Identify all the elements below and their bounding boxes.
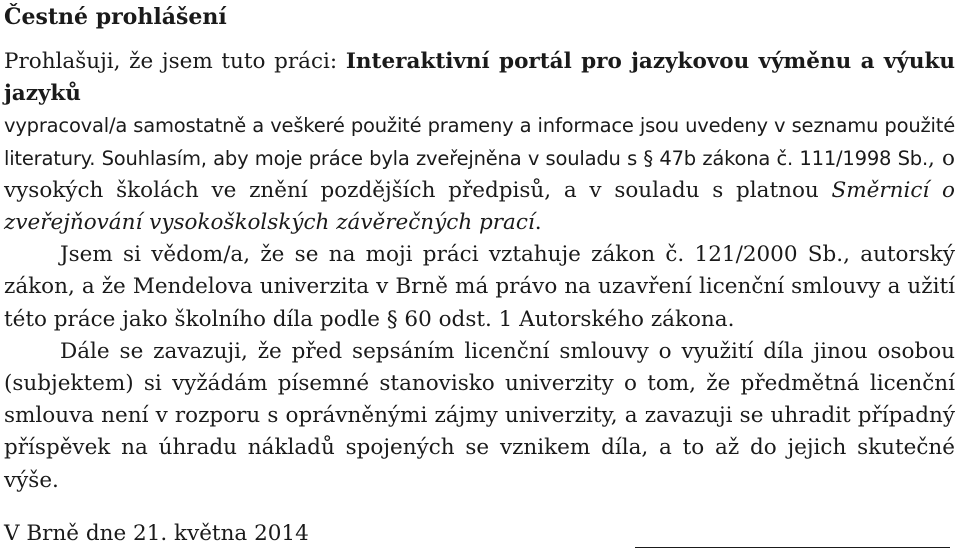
consent-paragraph <box>4 110 955 239</box>
intro-text: Prohlašuji, že jsem tuto práci: <box>4 49 338 74</box>
directive-name: Směrnicí o zveřejňování vysokoškolských závěrečných prací <box>4 177 955 236</box>
place-and-date: V Brně dne 21. května 2014 <box>4 521 309 546</box>
page-title: Čestné prohlášení <box>4 4 227 30</box>
consent-text-continued: , o vysokých školách ve znění pozdějších předpisů, a v souladu s platnou <box>4 145 955 203</box>
copyright-paragraph <box>4 239 955 336</box>
consent-text: vypracoval/a samostatně a veškeré použité prameny a informace jsou uvedeny v seznamu použité literatury. Souhlasím, aby moje práce byla zveřejněna v souladu s § 47b zákona č. 111/1998 Sb. <box>4 114 955 170</box>
signature-line <box>635 547 950 548</box>
license-paragraph <box>4 336 955 497</box>
signature-row <box>4 517 956 551</box>
thesis-title: Interaktivní portál pro jazykovou výměnu a výuku jazyků <box>4 49 955 107</box>
copyright-text-continued: , autorský zákon, a že Mendelova univerzita v Brně má právo na uzavření licenční smlouvy a užití této práce jako školního díla podle § 60 odst. 1 Autorského zákona. <box>4 242 955 332</box>
copyright-law-text: Jsem si vědom/a, že se na moji práci vztahuje zákon č. 121/2000 Sb. <box>60 242 844 268</box>
consent-text-end: . <box>534 210 542 236</box>
intro-paragraph <box>4 46 955 110</box>
license-text: Dále se zavazuji, že před sepsáním licenční smlouvy o využití díla jinou osobou (subjektem) si vyžádám písemné stanovisko univerzity o tom, že předmětná licenční smlouva není v rozporu s oprávněnými zájmy univerzity, a zavazuji se uhradit případný příspěvek na úhradu nákladů spojených se vznikem díla, a to až do jejich skutečné výše. <box>4 338 955 493</box>
declaration-text <box>4 46 955 497</box>
